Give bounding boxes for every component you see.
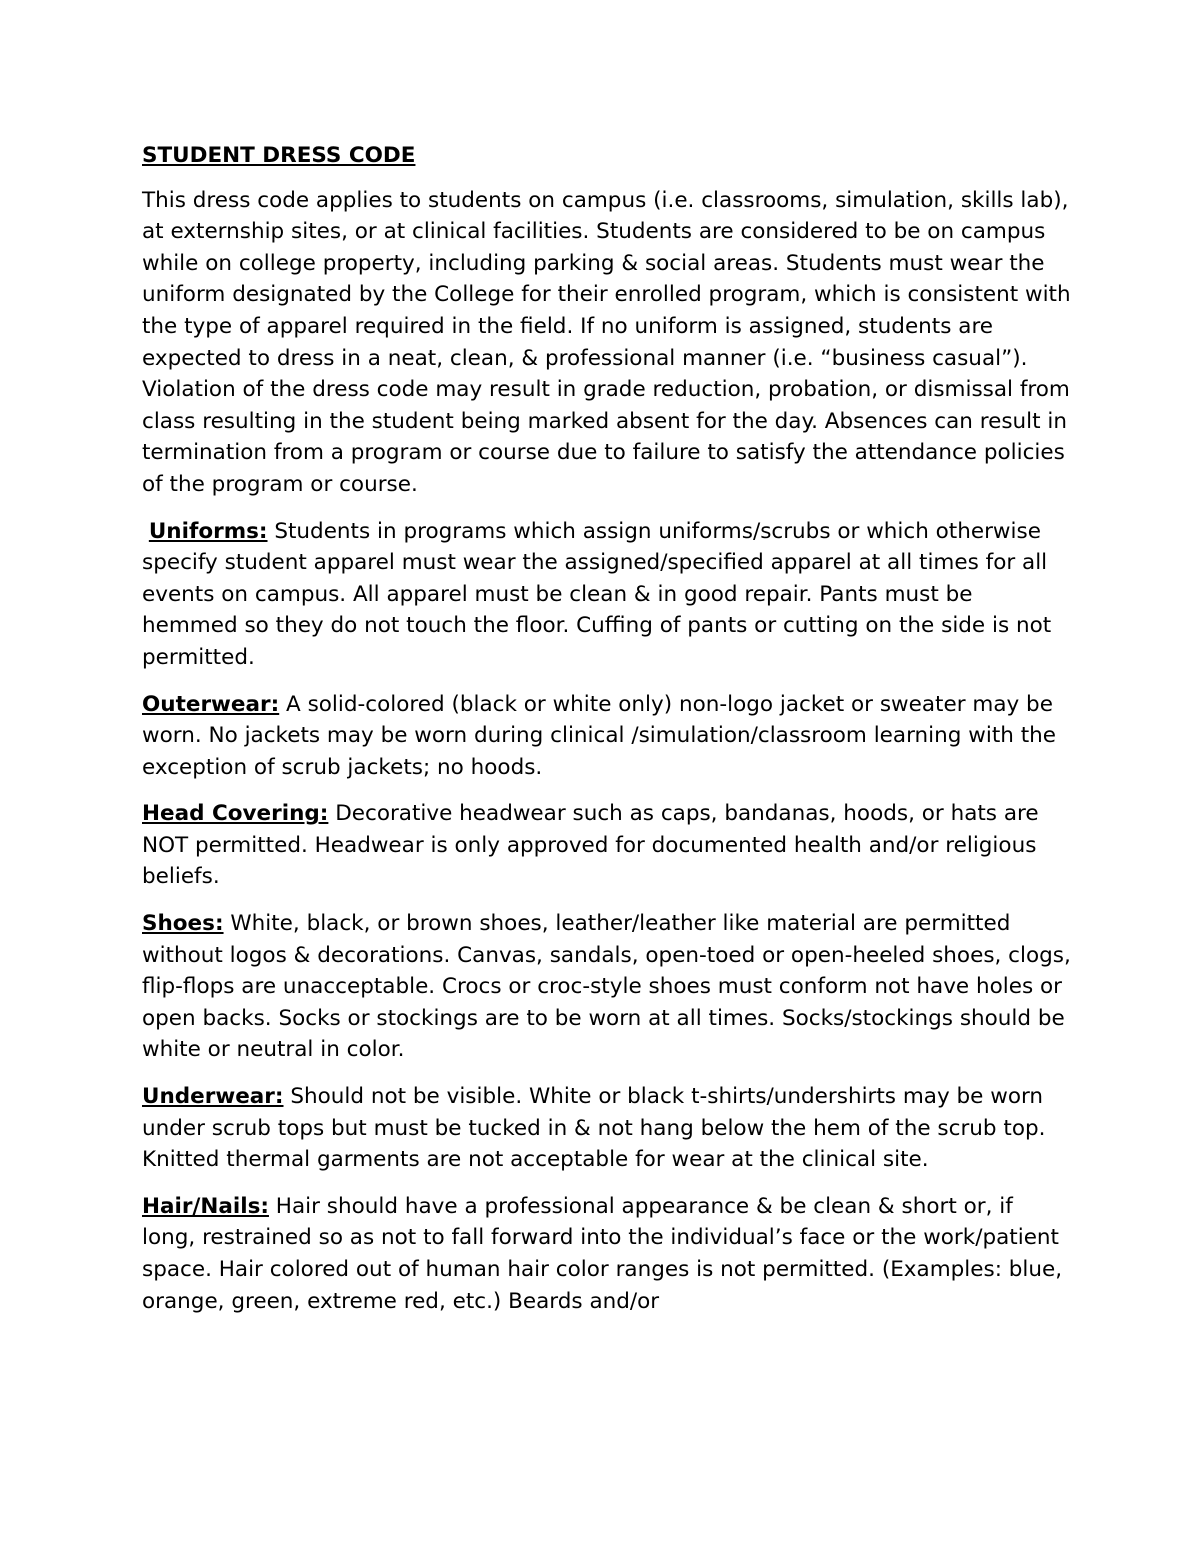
document-page: [142, 140, 1072, 1332]
section-text: Decorative headwear such as caps, bandanas, hoods, or hats are NOT permitted. Headwear is only approved for documented health and/or religious beliefs.: [142, 801, 1039, 890]
section-label: Head Covering:: [142, 801, 329, 827]
section-head-covering: [142, 798, 1072, 893]
section-underwear: [142, 1081, 1072, 1176]
section-hair-nails: [142, 1191, 1072, 1317]
section-label: Underwear:: [142, 1084, 284, 1110]
section-label: Outerwear:: [142, 691, 280, 717]
section-text: Students in programs which assign uniforms/scrubs or which otherwise specify student apparel must wear the assigned/specified apparel at all times for all events on campus. All apparel must be clean & in good repair. Pants must be hemmed so they do not touch the floor. Cuffing of pants or cutting on the side is not permitted.: [142, 518, 1052, 670]
section-label: Shoes:: [142, 911, 224, 937]
section-shoes: [142, 908, 1072, 1066]
section-text: White, black, or brown shoes, leather/leather like material are permitted without logos & decorations. Canvas, sandals, open-toed or open-heeled shoes, clogs, flip-flops are unacceptable. Crocs or croc-style shoes must conform not have holes or open backs. Socks or stockings are to be worn at all times. Socks/stockings should be white or neutral in color.: [142, 911, 1071, 1063]
section-label: Hair/Nails:: [142, 1193, 269, 1219]
intro-paragraph: This dress code applies to students on campus (i.e. classrooms, simulation, skills lab), at externship sites, or at clinical facilities. Students are considered to be on campus while on college property, including parking & social areas. Students must wear the uniform designated by the College for their enrolled program, which is consistent with the type of apparel required in the field. If no uniform is assigned, students are expected to dress in a neat, clean, & professional manner (i.e. “business casual”). Violation of the dress code may result in grade reduction, probation, or dismissal from class resulting in the student being marked absent for the day. Absences can result in termination from a program or course due to failure to satisfy the attendance policies of the program or course.: [142, 187, 1071, 497]
section-outerwear: [142, 689, 1072, 784]
document-title: STUDENT DRESS CODE: [142, 143, 416, 168]
section-label: Uniforms:: [148, 518, 268, 544]
section-text: A solid-colored (black or white only) non-logo jacket or sweater may be worn. No jackets may be worn during clinical /simulation/classroom learning with the exception of scrub jackets; no hoods.: [142, 691, 1056, 780]
section-text: Should not be visible. White or black t-shirts/undershirts may be worn under scrub tops but must be tucked in & not hang below the hem of the scrub top. Knitted thermal garments are not acceptable for wear at the clinical site.: [142, 1084, 1046, 1173]
section-text: Hair should have a professional appearance & be clean & short or, if long, restrained so as not to fall forward into the individual’s face or the work/patient space. Hair colored out of human hair color ranges is not permitted. (Examples: blue, orange, green, extreme red, etc.) Beards and/or: [142, 1193, 1063, 1314]
section-uniforms: [142, 516, 1072, 674]
